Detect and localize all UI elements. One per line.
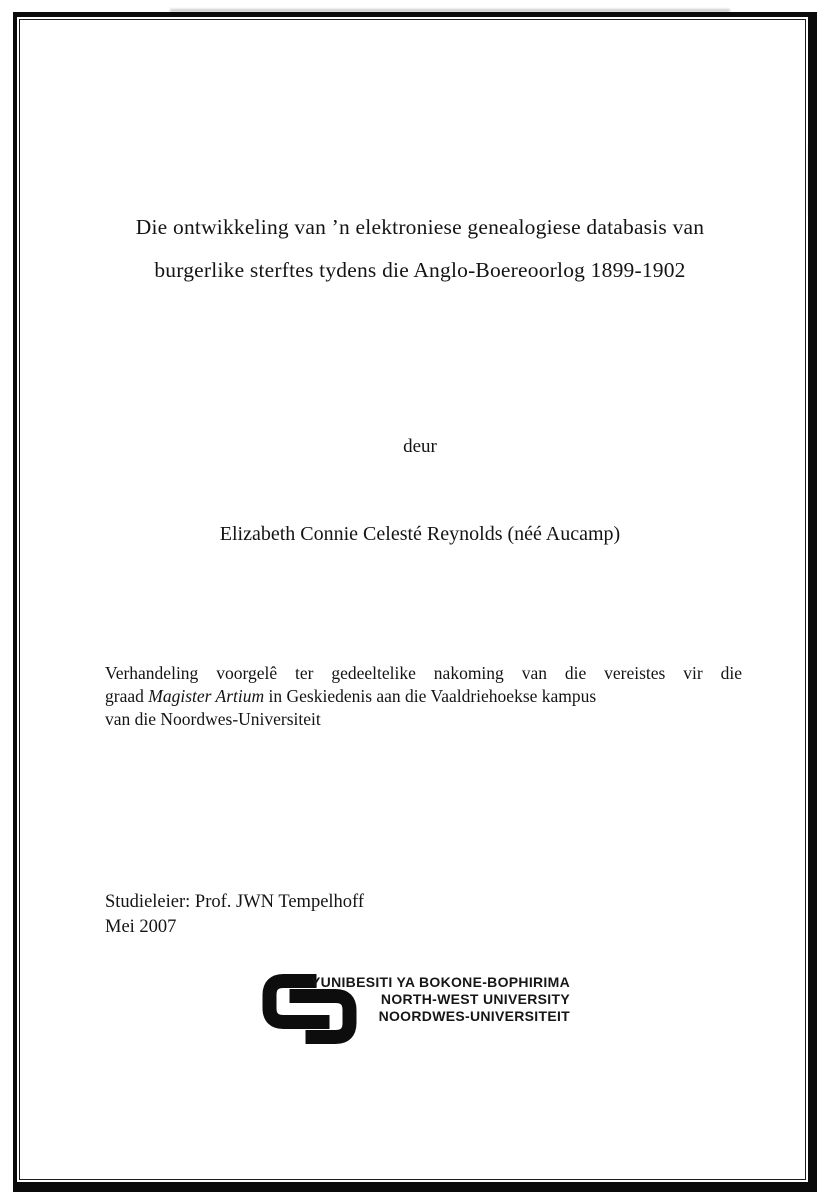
thesis-title-line-1: Die ontwikkeling van ’n elektroniese genealogiese databasis van xyxy=(135,215,705,239)
degree-name: Magister Artium xyxy=(148,686,265,706)
thesis-title-line-2: burgerlike sterftes tydens die Anglo-Boereoorlog 1899-1902 xyxy=(154,258,686,282)
byline-label: deur xyxy=(403,436,437,457)
author-name: Elizabeth Connie Celesté Reynolds (néé Aucamp) xyxy=(219,523,621,545)
degree-statement-line-3: van die Noordwes-Universiteit xyxy=(105,709,321,729)
university-logo xyxy=(258,967,570,1053)
degree-statement-line-1: Verhandeling voorgelê ter gedeeltelike nakoming van die vereistes vir die xyxy=(105,663,742,683)
degree-statement-line-2 xyxy=(105,685,742,708)
logo-line-setswana: YUNIBESITI YA BOKONE-BOPHIRIMA xyxy=(311,974,570,990)
logo-line-english: NORTH-WEST UNIVERSITY xyxy=(380,991,570,1007)
thesis-title xyxy=(90,206,750,292)
supervisor-line: Studieleier: Prof. JWN Tempelhoff xyxy=(105,892,365,912)
university-logo-text xyxy=(311,974,570,1025)
degree-statement xyxy=(105,662,742,731)
date-line: Mei 2007 xyxy=(105,916,177,937)
degree-statement-line-2-post: in Geskiedenis aan die Vaaldriehoekse kampus xyxy=(264,686,597,706)
degree-statement-line-2-pre: graad xyxy=(105,686,149,706)
supervisor-block xyxy=(105,890,364,939)
logo-line-afrikaans: NOORDWES-UNIVERSITEIT xyxy=(378,1008,570,1024)
